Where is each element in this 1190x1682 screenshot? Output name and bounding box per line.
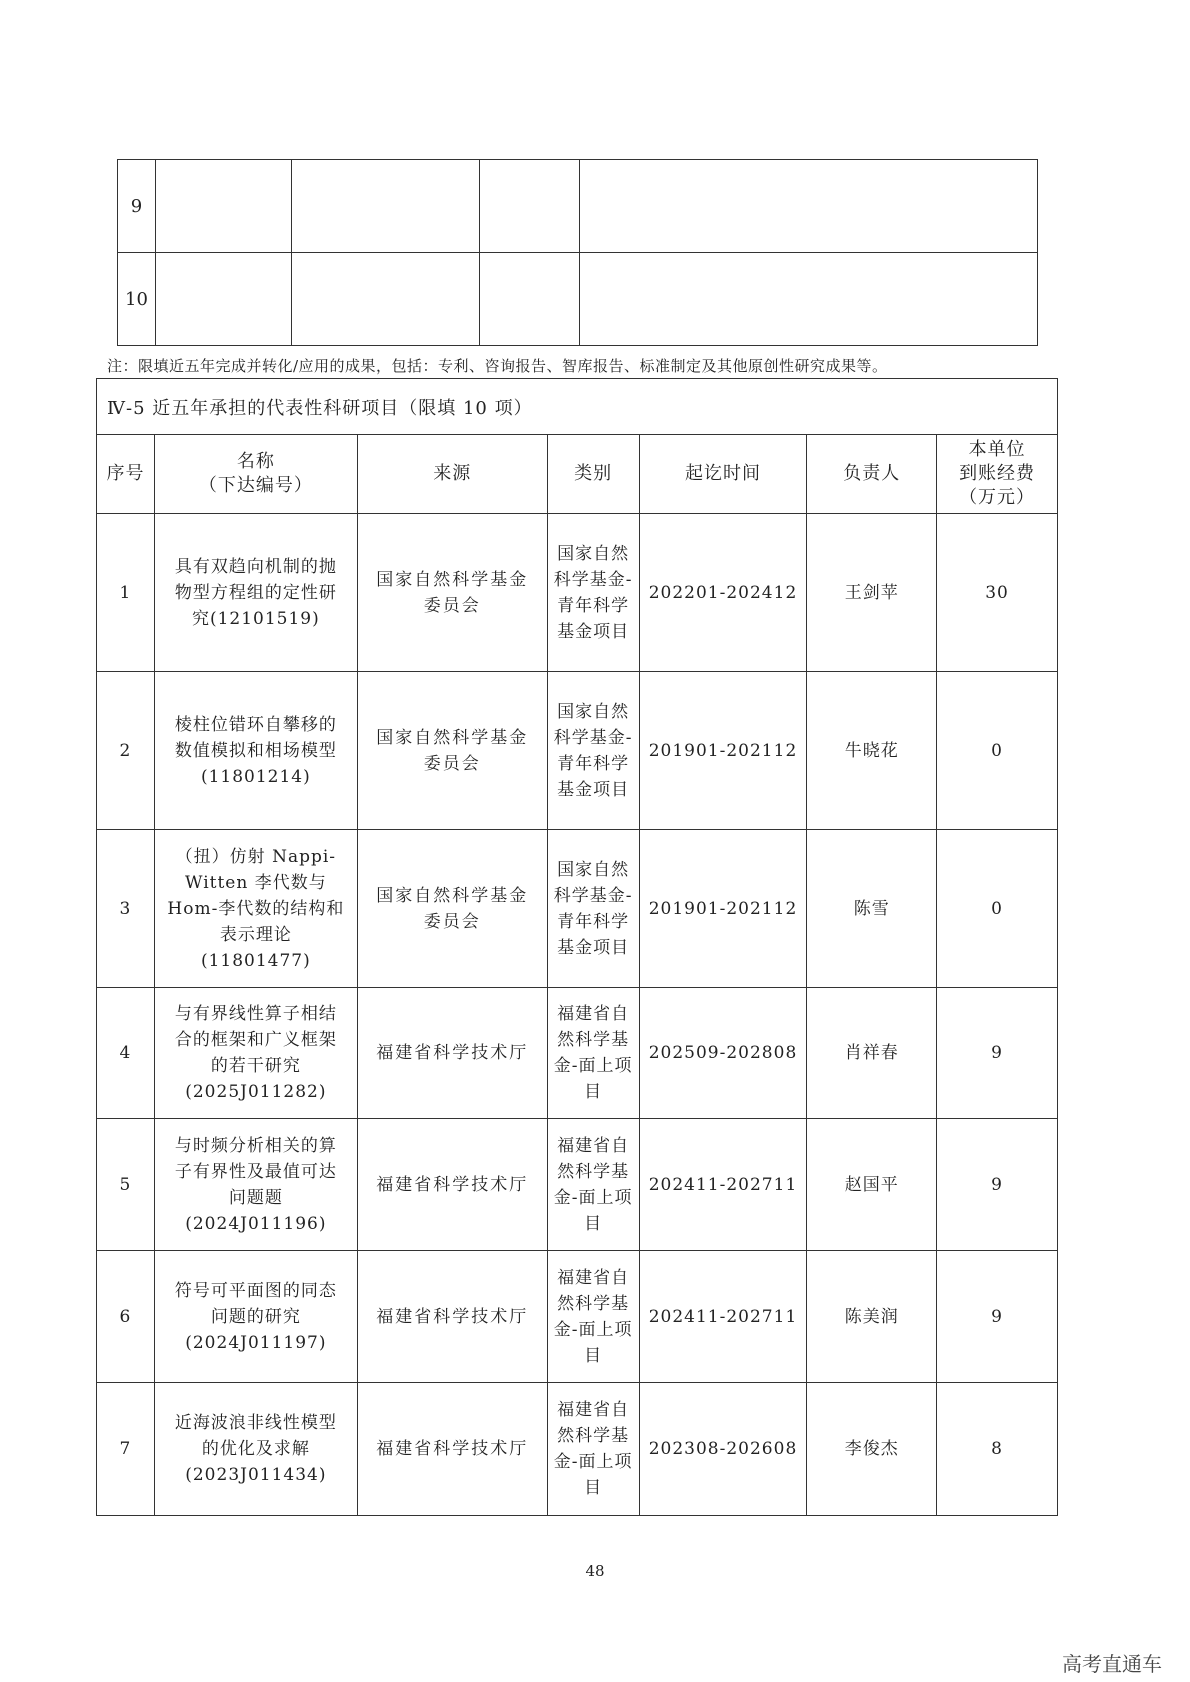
table-note: 注：限填近五年完成并转化/应用的成果，包括：专利、咨询报告、智库报告、标准制定及其他原创性研究成果等。: [107, 357, 888, 375]
leader-cell: 肖祥春: [807, 988, 937, 1119]
table-row: [97, 672, 1058, 830]
funding-cell: 9: [937, 988, 1058, 1119]
seq-cell: 1: [97, 514, 155, 672]
name-cell: 与有界线性算子相结合的框架和广义框架的若干研究(2025J011282): [154, 988, 357, 1119]
leader-cell: 赵国平: [807, 1119, 937, 1251]
name-cell: 近海波浪非线性模型的优化及求解(2023J011434): [154, 1383, 357, 1516]
period-cell: 202509-202808: [639, 988, 807, 1119]
leader-cell: 王剑苹: [807, 514, 937, 672]
period-cell: 202411-202711: [639, 1119, 807, 1251]
table-row: [97, 988, 1058, 1119]
watermark-text: 高考直通车: [1062, 1652, 1162, 1676]
name-cell: 棱柱位错环自攀移的数值模拟和相场模型(11801214): [154, 672, 357, 830]
seq-cell: 2: [97, 672, 155, 830]
table-row: [118, 253, 1038, 346]
funding-cell: 0: [937, 830, 1058, 988]
category-cell: 福建省自然科学基金-面上项目: [547, 1383, 639, 1516]
source-cell: 国家自然科学基金委员会: [357, 514, 547, 672]
period-cell: 202411-202711: [639, 1251, 807, 1383]
header-period: 起讫时间: [639, 435, 807, 514]
seq-cell: 4: [97, 988, 155, 1119]
name-cell: 具有双趋向机制的抛物型方程组的定性研究(12101519): [154, 514, 357, 672]
source-cell: 福建省科学技术厅: [357, 988, 547, 1119]
source-cell: 福建省科学技术厅: [357, 1119, 547, 1251]
header-category: 类别: [547, 435, 639, 514]
source-cell: 国家自然科学基金委员会: [357, 672, 547, 830]
achievements-table-tail: [117, 159, 1038, 346]
category-cell: 国家自然科学基金-青年科学基金项目: [547, 830, 639, 988]
category-cell: 福建省自然科学基金-面上项目: [547, 988, 639, 1119]
funding-cell: 8: [937, 1383, 1058, 1516]
funding-cell: 0: [937, 672, 1058, 830]
name-cell: 符号可平面图的同态问题的研究(2024J011197): [154, 1251, 357, 1383]
leader-cell: 李俊杰: [807, 1383, 937, 1516]
seq-cell: 3: [97, 830, 155, 988]
table-row: [118, 160, 1038, 253]
period-cell: 202308-202608: [639, 1383, 807, 1516]
category-cell: 国家自然科学基金-青年科学基金项目: [547, 672, 639, 830]
seq-cell: 6: [97, 1251, 155, 1383]
leader-cell: 陈雪: [807, 830, 937, 988]
period-cell: 201901-202112: [639, 830, 807, 988]
name-cell: （扭）仿射 Nappi-Witten 李代数与 Hom-李代数的结构和表示理论(11801477): [154, 830, 357, 988]
header-funding: 本单位 到账经费 （万元）: [937, 435, 1058, 514]
seq-cell: 5: [97, 1119, 155, 1251]
table-row: [97, 514, 1058, 672]
page-number: 48: [585, 1562, 605, 1580]
period-cell: 202201-202412: [639, 514, 807, 672]
source-cell: 国家自然科学基金委员会: [357, 830, 547, 988]
leader-cell: 陈美润: [807, 1251, 937, 1383]
category-cell: 福建省自然科学基金-面上项目: [547, 1251, 639, 1383]
section-title: Ⅳ-5 近五年承担的代表性科研项目（限填 10 项）: [97, 379, 1058, 435]
research-projects-table: [96, 378, 1058, 1516]
header-row: [97, 435, 1058, 514]
table-row: [97, 1383, 1058, 1516]
seq-cell: 10: [118, 253, 156, 346]
funding-cell: 9: [937, 1251, 1058, 1383]
name-cell: 与时频分析相关的算子有界性及最值可达问题题(2024J011196): [154, 1119, 357, 1251]
category-cell: 福建省自然科学基金-面上项目: [547, 1119, 639, 1251]
category-cell: 国家自然科学基金-青年科学基金项目: [547, 514, 639, 672]
table-row: [97, 1251, 1058, 1383]
header-leader: 负责人: [807, 435, 937, 514]
funding-cell: 30: [937, 514, 1058, 672]
source-cell: 福建省科学技术厅: [357, 1251, 547, 1383]
header-name: 名称 （下达编号）: [154, 435, 357, 514]
header-seq: 序号: [97, 435, 155, 514]
leader-cell: 牛晓花: [807, 672, 937, 830]
table-row: [97, 830, 1058, 988]
seq-cell: 9: [118, 160, 156, 253]
seq-cell: 7: [97, 1383, 155, 1516]
period-cell: 201901-202112: [639, 672, 807, 830]
table-row: [97, 1119, 1058, 1251]
header-source: 来源: [357, 435, 547, 514]
funding-cell: 9: [937, 1119, 1058, 1251]
source-cell: 福建省科学技术厅: [357, 1383, 547, 1516]
